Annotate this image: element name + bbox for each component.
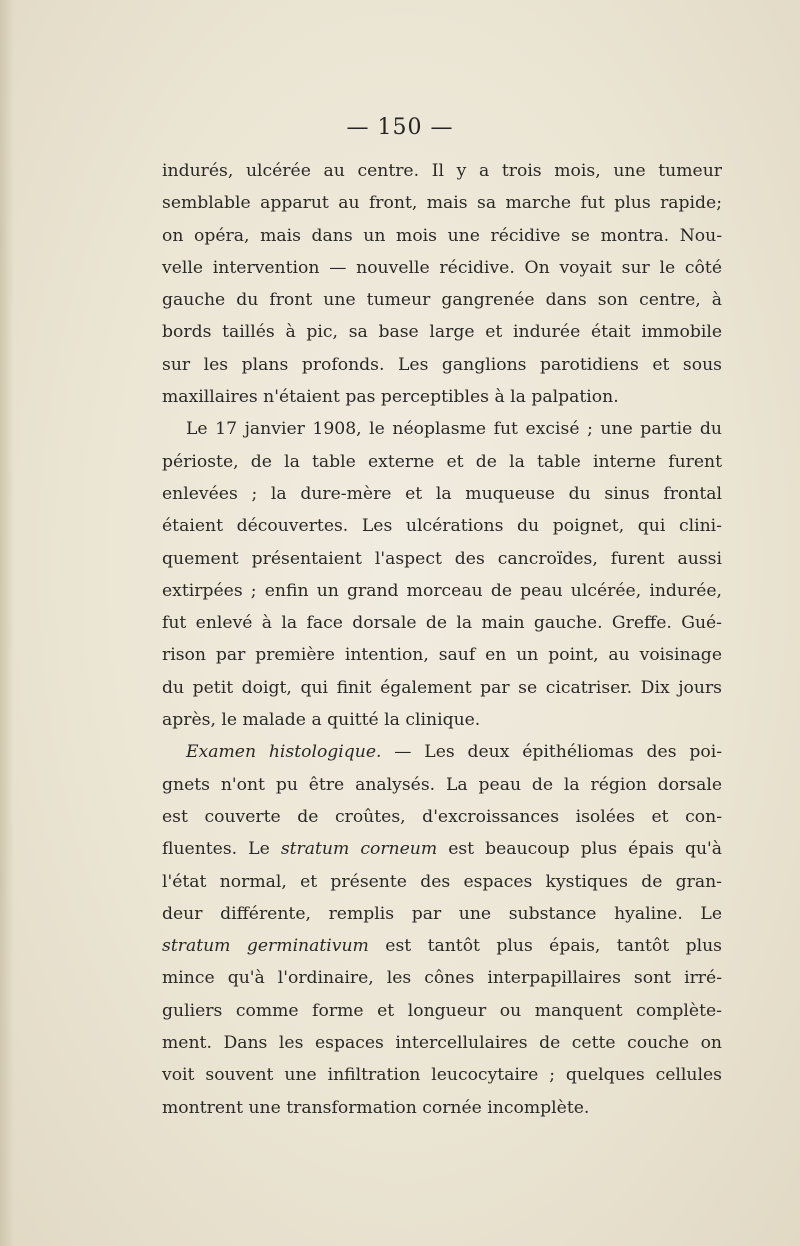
text-line [162, 413, 722, 445]
text-line [162, 898, 722, 930]
text-segment: enlevées ; la dure-mère et la muqueuse du sinus frontal [162, 483, 722, 504]
body-text [162, 155, 722, 1124]
text-segment: gnets n'ont pu être analysés. La peau de la région dorsale [162, 774, 722, 795]
text-segment: fut enlevé à la face dorsale de la main gauche. Greffe. Gué- [162, 613, 722, 634]
text-segment: quement présentaient l'aspect des cancroïdes, furent aussi [162, 548, 722, 569]
text-line [162, 575, 722, 607]
text-line [162, 962, 722, 994]
text-line [162, 995, 722, 1027]
italic-text-segment: stratum corneum [280, 839, 438, 860]
text-line [162, 446, 722, 478]
text-segment: voit souvent une infiltration leucocytaire ; quelques cellules [162, 1065, 722, 1086]
text-segment: est tantôt plus épais, tantôt plus [368, 936, 722, 957]
text-segment: gauche du front une tumeur gangrenée dans son centre, à [162, 290, 722, 311]
text-line [162, 155, 722, 187]
italic-text-segment: Examen histologique. [186, 742, 382, 763]
text-line [162, 704, 722, 736]
text-line [162, 316, 722, 348]
text-segment: Le 17 janvier 1908, le néoplasme fut excisé ; une partie du [186, 419, 722, 440]
text-segment: guliers comme forme et longueur ou manquent complète- [162, 1000, 722, 1021]
text-line [162, 510, 722, 542]
text-segment: velle intervention — nouvelle récidive. On voyait sur le côté [162, 257, 722, 278]
text-line [162, 769, 722, 801]
text-segment: — Les deux épithéliomas des poi- [381, 742, 722, 763]
text-segment: indurés, ulcérée au centre. Il y a trois mois, une tumeur [162, 161, 722, 181]
text-segment: on opéra, mais dans un mois une récidive se montra. Nou- [162, 225, 722, 246]
text-line [162, 381, 722, 413]
text-segment: sur les plans profonds. Les ganglions parotidiens et sous [162, 354, 722, 375]
text-segment: montrent une transformation cornée incomplète. [162, 1097, 590, 1118]
text-segment: après, le malade a quitté la clinique. [162, 710, 481, 731]
text-line [162, 866, 722, 898]
text-segment: du petit doigt, qui finit également par se cicatriser. Dix jours [162, 677, 722, 698]
italic-text-segment: stratum germinativum [162, 936, 369, 957]
text-segment: l'état normal, et présente des espaces kystiques de gran- [162, 871, 722, 892]
page-edge-shadow [0, 0, 14, 1246]
text-line [162, 1027, 722, 1059]
text-line [162, 801, 722, 833]
text-segment: extirpées ; enfin un grand morceau de peau ulcérée, indurée, [162, 580, 722, 601]
text-line [162, 252, 722, 284]
text-line [162, 220, 722, 252]
text-segment: est couverte de croûtes, d'excroissances isolées et con- [162, 806, 722, 827]
text-line [162, 1092, 722, 1124]
text-segment: semblable apparut au front, mais sa marche fut plus rapide; [162, 193, 722, 214]
text-segment: bords taillés à pic, sa base large et indurée était immobile [162, 322, 722, 343]
text-segment: étaient découvertes. Les ulcérations du poignet, qui clini- [162, 516, 722, 537]
text-segment: rison par première intention, sauf en un point, au voisinage [162, 645, 722, 666]
page-number: — 150 — [346, 115, 454, 140]
text-line [162, 930, 722, 962]
text-line [162, 736, 722, 768]
text-line [162, 543, 722, 575]
text-segment: est beaucoup plus épais qu'à [437, 839, 722, 860]
text-segment: maxillaires n'étaient pas perceptibles à la palpation. [162, 387, 619, 408]
text-segment: mince qu'à l'ordinaire, les cônes interpapillaires sont irré- [162, 968, 722, 989]
text-segment: deur différente, remplis par une substance hyaline. Le [162, 903, 722, 924]
text-line [162, 672, 722, 704]
text-line [162, 349, 722, 381]
text-segment: périoste, de la table externe et de la table interne furent [162, 451, 722, 472]
text-line [162, 478, 722, 510]
text-line [162, 607, 722, 639]
text-line [162, 187, 722, 219]
text-line [162, 833, 722, 865]
text-segment: fluentes. Le [162, 839, 281, 860]
text-line [162, 1059, 722, 1091]
text-line [162, 284, 722, 316]
text-line [162, 639, 722, 671]
text-segment: ment. Dans les espaces intercellulaires de cette couche on [162, 1033, 722, 1054]
